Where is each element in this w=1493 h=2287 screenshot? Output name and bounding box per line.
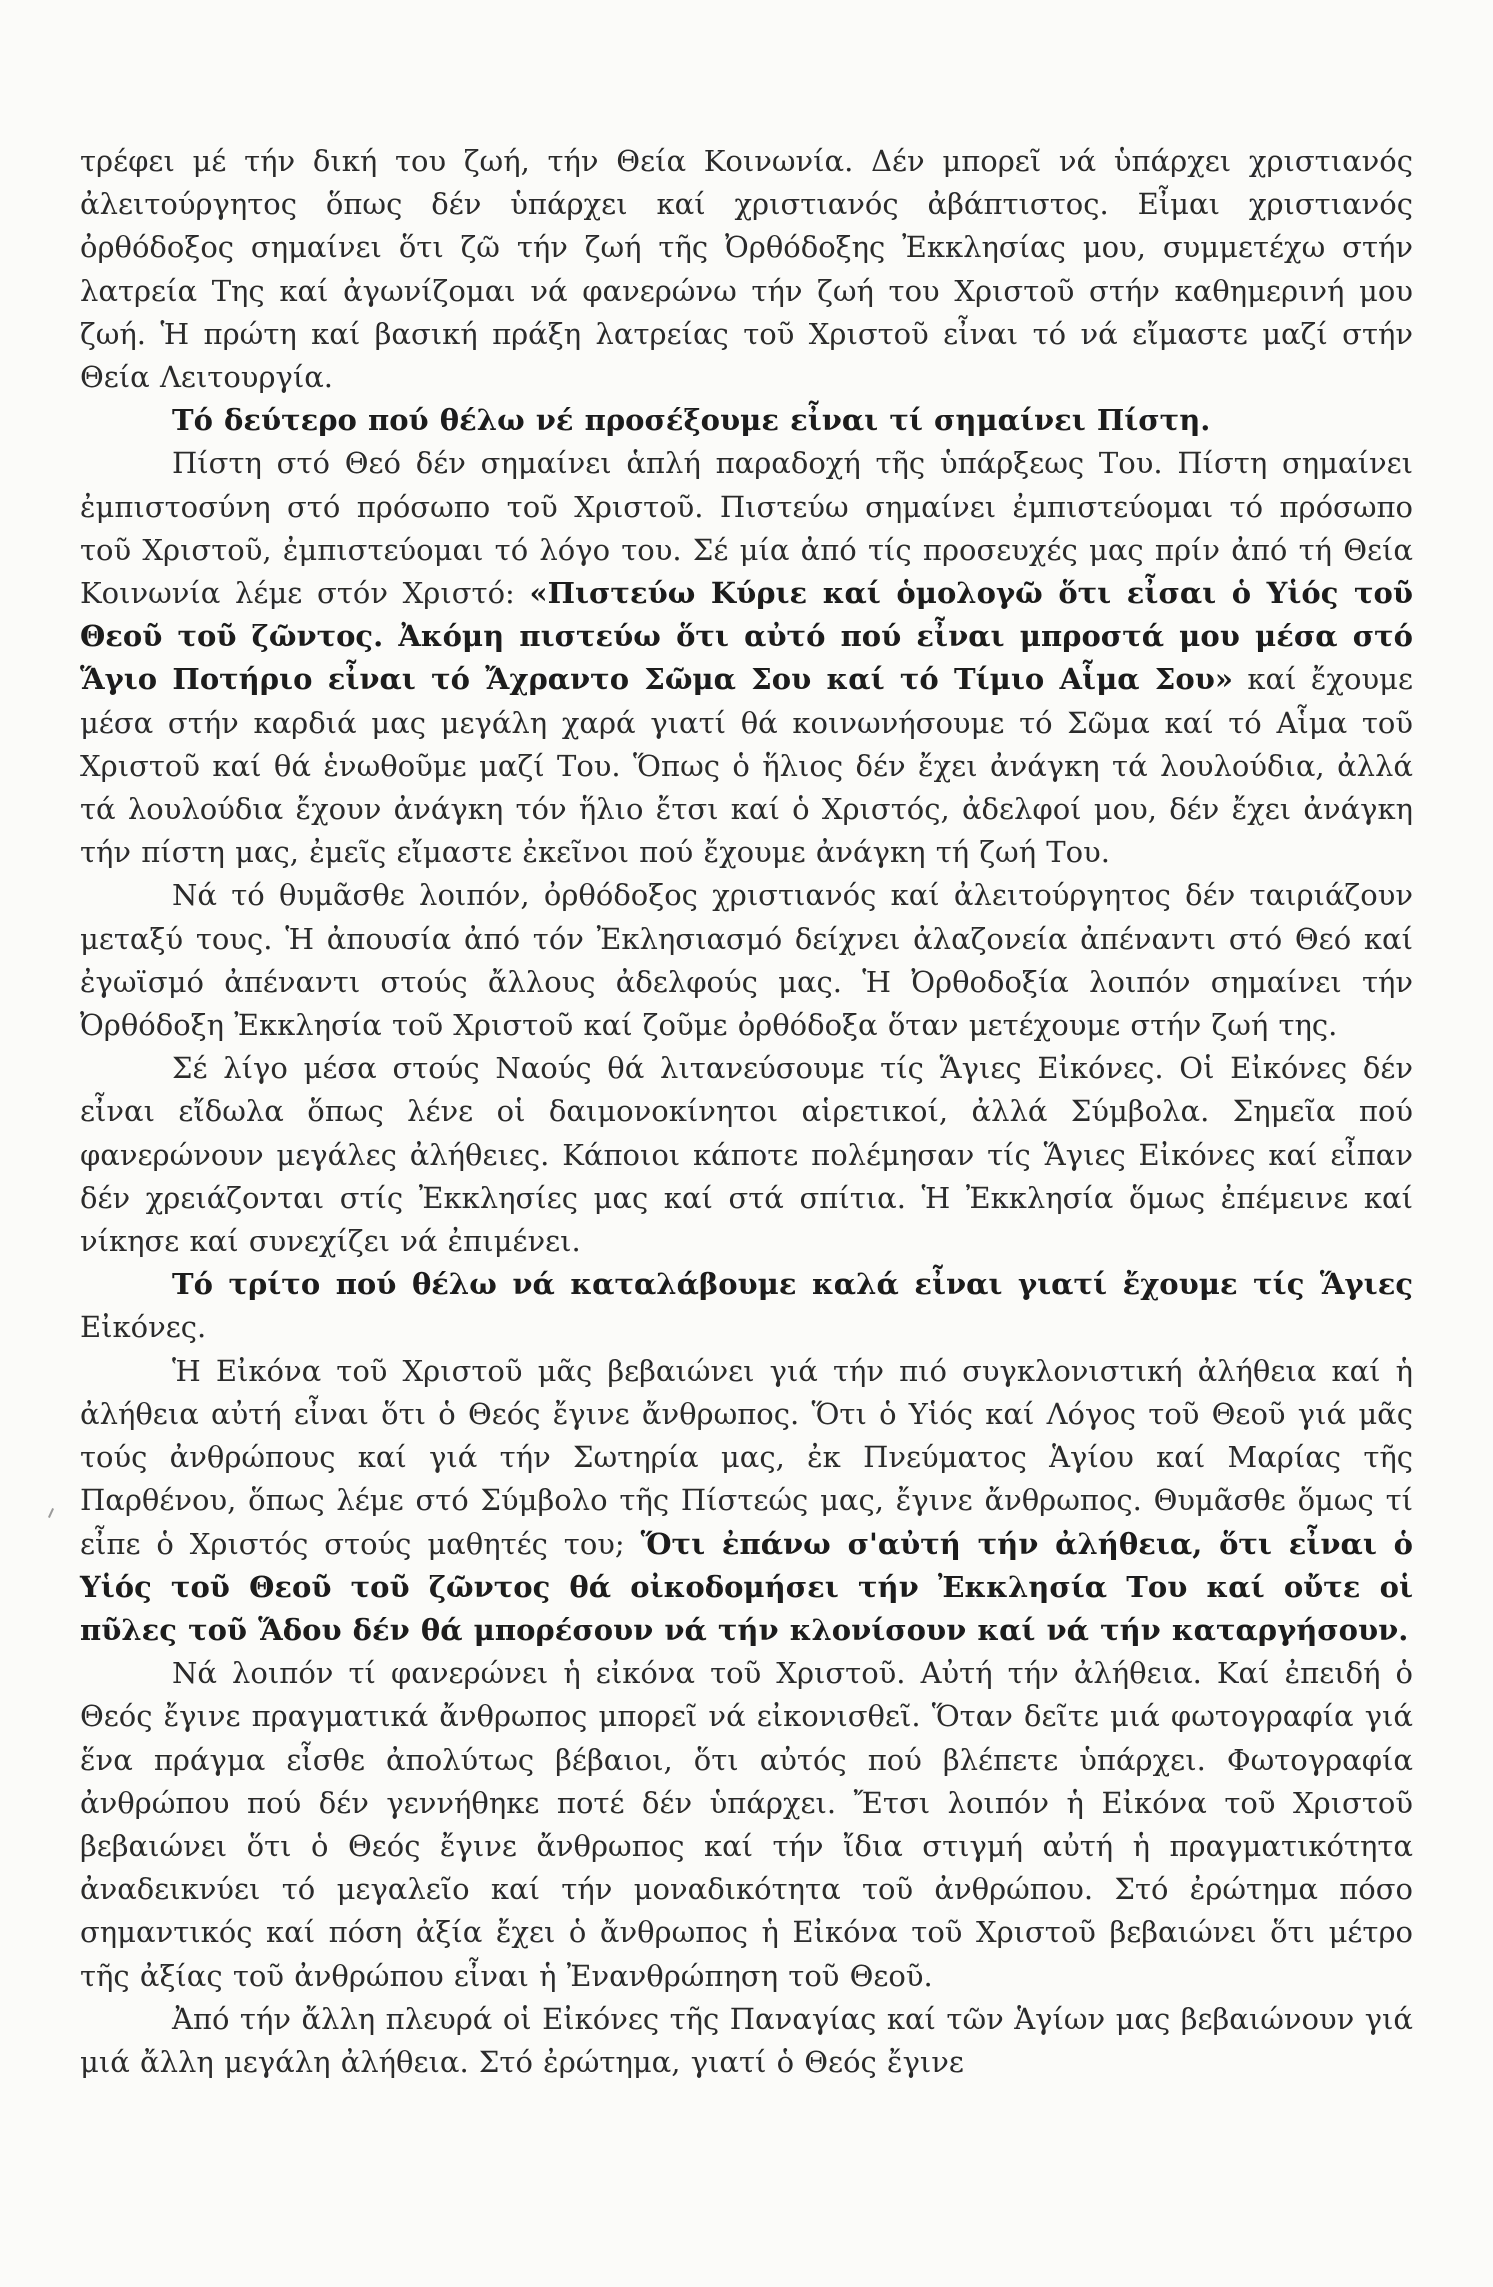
text-run: Σέ λίγο μέσα στούς Ναούς θά λιτανεύσουμε τίς Ἅγιες Εἰκόνες. Οἱ Εἰκόνες δέν εἶναι εἴδωλα ὅπως λένε οἱ δαιμονοκίνητοι αἱρετικοί, ἀλλά Σύμβολα. Σημεῖα πού φανερώνουν μεγάλες ἀλήθειες. Κάποιοι κάποτε πολέμησαν τίς Ἅγιες Εἰκόνες καί εἶπαν δέν χρειάζονται στίς Ἐκκλησίες μας καί στά σπίτια. Ἡ Ἐκκλησία ὅμως ἐπέμεινε καί νίκησε καί συνεχίζει νά ἐπιμένει. [80, 1051, 1413, 1259]
paragraph [80, 140, 1413, 399]
text-run-bold: Τό τρίτο πού θέλω νά καταλάβουμε καλά εἶναι γιατί ἔχουμε τίς Ἅγιες [172, 1267, 1413, 1302]
text-run: καί ἔχουμε μέσα στήν καρδιά μας μεγάλη χαρά γιατί θά κοινωνήσουμε τό Σῶμα καί τό Αἷμα τοῦ Χριστοῦ καί θά ἑνωθοῦμε μαζί Του. Ὅπως ὁ ἥλιος δέν ἔχει ἀνάγκη τά λουλούδια, ἀλλά τά λουλούδια ἔχουν ἀνάγκη τόν ἥλιο ἔτσι καί ὁ Χριστός, ἀδελφοί μου, δέν ἔχει ἀνάγκη τήν πίστη μας, ἐμεῖς εἴμαστε ἐκεῖνοι πού ἔχουμε ἀνάγκη τή ζωή Του. [80, 662, 1413, 870]
paragraph [80, 442, 1413, 874]
text-run-bold: «Πιστεύω Κύριε καί ὁμολογῶ ὅτι εἶσαι ὁ Υἱός τοῦ Θεοῦ τοῦ ζῶντος. Ἀκόμη πιστεύω ὅτι αὐτό πού εἶναι μπροστά μου μέσα στό Ἅγιο Ποτήριο εἶναι τό Ἄχραντο Σῶμα Σου καί τό Τίμιο Αἷμα Σου» [80, 576, 1413, 697]
paragraph [80, 1350, 1413, 1652]
text-run: Νά λοιπόν τί φανερώνει ἡ εἰκόνα τοῦ Χριστοῦ. Αὐτή τήν ἀλήθεια. Καί ἐπειδή ὁ Θεός ἔγινε πραγματικά ἄνθρωπος μπορεῖ νά εἰκονισθεῖ. Ὅταν δεῖτε μιά φωτογραφία γιά ἕνα πράγμα εἶσθε ἀπολύτως βέβαιοι, ὅτι αὐτός πού βλέπετε ὑπάρχει. Φωτογραφία ἀνθρώπου πού δέν γεννήθηκε ποτέ δέν ὑπάρχει. Ἔτσι λοιπόν ἡ Εἰκόνα τοῦ Χριστοῦ βεβαιώνει ὅτι ὁ Θεός ἔγινε ἄνθρωπος καί τήν ἴδια στιγμή αὐτή ἡ πραγματικότητα ἀναδεικνύει τό μεγαλεῖο καί τήν μοναδικότητα τοῦ ἀνθρώπου. Στό ἐρώτημα πόσο σημαντικός καί πόση ἀξία ἔχει ὁ ἄνθρωπος ἡ Εἰκόνα τοῦ Χριστοῦ βεβαιώνει ὅτι μέτρο τῆς ἀξίας τοῦ ἀνθρώπου εἶναι ἡ Ἐνανθρώπηση τοῦ Θεοῦ. [80, 1656, 1413, 1993]
text-run: Ἀπό τήν ἄλλη πλευρά οἱ Εἰκόνες τῆς Παναγίας καί τῶν Ἁγίων μας βεβαιώνουν γιά μιά ἄλλη μεγάλη ἀλήθεια. Στό ἐρώτημα, γιατί ὁ Θεός ἔγινε [80, 2001, 1413, 2079]
paragraph [80, 1652, 1413, 1998]
text-run-bold: Τό δεύτερο πού θέλω νέ προσέξουμε εἶναι τί σημαίνει Πίστη. [172, 403, 1211, 438]
text-run: Εἰκόνες. [80, 1310, 207, 1345]
scan-speck [48, 1508, 54, 1518]
paragraph [80, 1998, 1413, 2084]
document-body [80, 140, 1413, 2084]
text-run: Ἡ Εἰκόνα τοῦ Χριστοῦ μᾶς βεβαιώνει γιά τήν πιό συγκλονιστική ἀλήθεια καί ἡ ἀλήθεια αὐτή εἶναι ὅτι ὁ Θεός ἔγινε ἄνθρωπος. Ὅτι ὁ Υἱός καί Λόγος τοῦ Θεοῦ γιά μᾶς τούς ἀνθρώπους καί γιά τήν Σωτηρία μας, ἐκ Πνεύματος Ἁγίου καί Μαρίας τῆς Παρθένου, ὅπως λέμε στό Σύμβολο τῆς Πίστεώς μας, ἔγινε ἄνθρωπος. Θυμᾶσθε ὅμως τί εἶπε ὁ Χριστός στούς μαθητές του; [80, 1353, 1413, 1561]
text-run: Πίστη στό Θεό δέν σημαίνει ἁπλή παραδοχή τῆς ὑπάρξεως Του. Πίστη σημαίνει ἐμπιστοσύνη στό πρόσωπο τοῦ Χριστοῦ. Πιστεύω σημαίνει ἐμπιστεύομαι τό πρόσωπο τοῦ Χριστοῦ, ἐμπιστεύομαι τό λόγο του. Σέ μία ἀπό τίς προσευχές μας πρίν ἀπό τή Θεία Κοινωνία λέμε στόν Χριστό: [80, 446, 1413, 611]
text-run-bold: Ὅτι ἐπάνω σ'αὐτή τήν ἀλήθεια, ὅτι εἶναι ὁ Υἱός τοῦ Θεοῦ τοῦ ζῶντος θά οἰκοδομήσει τήν Ἐκκλησία Του καί οὔτε οἱ πῦλες τοῦ Ἅδου δέν θά μπορέσουν νά τήν κλονίσουν καί νά τήν καταργήσουν. [80, 1526, 1414, 1647]
text-run: τρέφει μέ τήν δική του ζωή, τήν Θεία Κοινωνία. Δέν μπορεῖ νά ὑπάρχει χριστιανός ἀλειτούργητος ὅπως δέν ὑπάρχει καί χριστιανός ἀβάπτιστος. Εἶμαι χριστιανός ὀρθόδοξος σημαίνει ὅτι ζῶ τήν ζωή τῆς Ὀρθόδοξης Ἐκκλησίας μου, συμμετέχω στήν λατρεία Της καί ἀγωνίζομαι νά φανερώνω τήν ζωή του Χριστοῦ στήν καθημερινή μου ζωή. Ἡ πρώτη καί βασική πράξη λατρείας τοῦ Χριστοῦ εἶναι τό νά εἴμαστε μαζί στήν Θεία Λειτουργία. [80, 144, 1413, 395]
section-heading-faith [80, 399, 1413, 442]
paragraph [80, 1047, 1413, 1263]
text-run: Νά τό θυμᾶσθε λοιπόν, ὀρθόδοξος χριστιανός καί ἀλειτούργητος δέν ταιριάζουν μεταξύ τους. Ἡ ἀπουσία ἀπό τόν Ἐκλησιασμό δείχνει ἀλαζονεία ἀπέναντι στό Θεό καί ἐγωϊσμό ἀπέναντι στούς ἄλλους ἀδελφούς μας. Ἡ Ὀρθοδοξία λοιπόν σημαίνει τήν Ὀρθόδοξη Ἐκκλησία τοῦ Χριστοῦ καί ζοῦμε ὀρθόδοξα ὅταν μετέχουμε στήν ζωή της. [80, 878, 1413, 1043]
paragraph [80, 874, 1413, 1047]
section-heading-icons [80, 1263, 1413, 1349]
